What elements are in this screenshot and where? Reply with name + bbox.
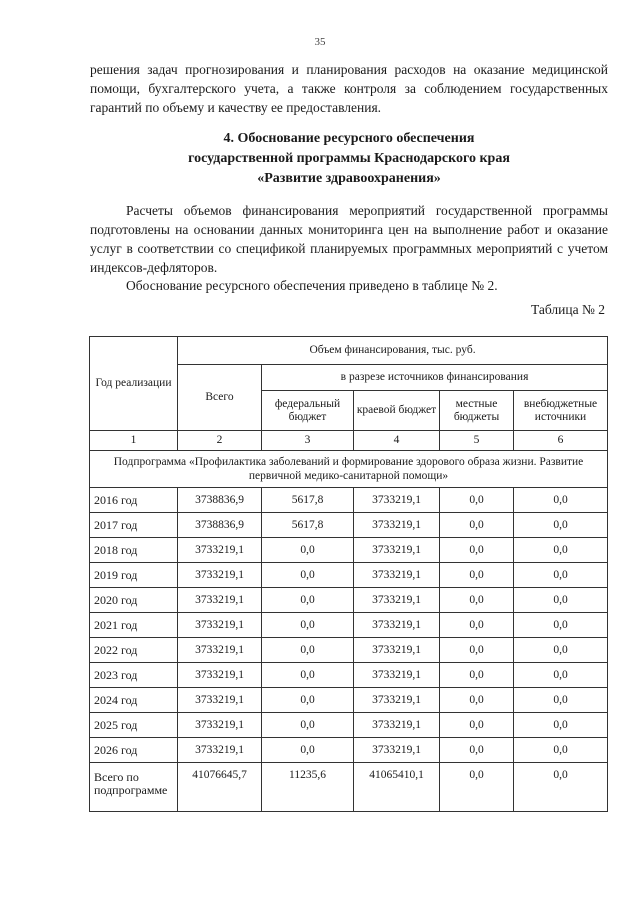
table-row <box>90 638 608 663</box>
table-row <box>90 613 608 638</box>
local-cell: 0,0 <box>440 738 514 763</box>
table-row <box>90 513 608 538</box>
column-number-row <box>90 431 608 451</box>
column-number: 4 <box>354 431 440 451</box>
local-cell: 0,0 <box>440 713 514 738</box>
table-row <box>90 488 608 513</box>
section-heading-line-3: «Развитие здравоохранения» <box>257 171 441 186</box>
regional-cell: 3733219,1 <box>354 713 440 738</box>
extra-cell: 0,0 <box>514 563 608 588</box>
year-cell: 2023 год <box>90 663 178 688</box>
section-heading <box>90 129 608 189</box>
subprogram-title: Подпрограмма «Профилактика заболеваний и формирование здорового образа жизни. Развитие первичной медико-санитарной помощи» <box>90 451 608 488</box>
extra-cell: 0,0 <box>514 713 608 738</box>
regional-cell: 3733219,1 <box>354 513 440 538</box>
total-cell: 3733219,1 <box>178 538 262 563</box>
intro-paragraph: решения задач прогнозирования и планирования расходов на оказание медицинской помощи, бухгалтерского учета, а также контроля за соблюдением государственных гарантий по объему и качеству ее предоставления. <box>90 62 608 115</box>
federal-cell: 5617,8 <box>262 513 354 538</box>
federal-cell: 0,0 <box>262 713 354 738</box>
local-cell: 0,0 <box>440 563 514 588</box>
header-sources: в разрезе источников финансирования <box>262 365 608 391</box>
year-cell: 2022 год <box>90 638 178 663</box>
column-number: 5 <box>440 431 514 451</box>
federal-cell: 0,0 <box>262 688 354 713</box>
extra-cell: 0,0 <box>514 613 608 638</box>
total-cell: 3733219,1 <box>178 688 262 713</box>
total-cell: 3738836,9 <box>178 513 262 538</box>
federal-cell: 0,0 <box>262 638 354 663</box>
column-number: 1 <box>90 431 178 451</box>
total-row-extra: 0,0 <box>514 763 608 812</box>
total-row <box>90 763 608 812</box>
local-cell: 0,0 <box>440 513 514 538</box>
total-cell: 3733219,1 <box>178 663 262 688</box>
header-local: местные бюджеты <box>440 391 514 431</box>
regional-cell: 3733219,1 <box>354 638 440 663</box>
year-cell: 2026 год <box>90 738 178 763</box>
column-number: 2 <box>178 431 262 451</box>
page-number: 35 <box>314 36 326 48</box>
year-cell: 2025 год <box>90 713 178 738</box>
extra-cell: 0,0 <box>514 688 608 713</box>
section-heading-line-2: государственной программы Краснодарского края <box>188 151 510 166</box>
header-total: Всего <box>178 365 262 431</box>
extra-cell: 0,0 <box>514 638 608 663</box>
federal-cell: 0,0 <box>262 588 354 613</box>
local-cell: 0,0 <box>440 488 514 513</box>
table-row <box>90 663 608 688</box>
column-number: 6 <box>514 431 608 451</box>
local-cell: 0,0 <box>440 638 514 663</box>
regional-cell: 3733219,1 <box>354 738 440 763</box>
federal-cell: 0,0 <box>262 738 354 763</box>
extra-cell: 0,0 <box>514 588 608 613</box>
federal-cell: 0,0 <box>262 663 354 688</box>
extra-cell: 0,0 <box>514 538 608 563</box>
header-extrabudget: внебюджетные источники <box>514 391 608 431</box>
header-federal: федеральный бюджет <box>262 391 354 431</box>
financing-table <box>89 336 608 812</box>
table-row <box>90 588 608 613</box>
body-paragraph-1: Расчеты объемов финансирования мероприятий государственной программы подготовлены на основании данных мониторинга цен на выполнение работ и оказание услуг в соответствии со спецификой планируемых программных мероприятий с учетом индексов-дефляторов. <box>90 203 608 275</box>
table-row <box>90 563 608 588</box>
local-cell: 0,0 <box>440 613 514 638</box>
total-row-federal: 11235,6 <box>262 763 354 812</box>
extra-cell: 0,0 <box>514 513 608 538</box>
year-cell: 2019 год <box>90 563 178 588</box>
total-row-total: 41076645,7 <box>178 763 262 812</box>
local-cell: 0,0 <box>440 588 514 613</box>
header-volume: Объем финансирования, тыс. руб. <box>178 337 608 365</box>
regional-cell: 3733219,1 <box>354 563 440 588</box>
table-row <box>90 688 608 713</box>
header-year: Год реализации <box>90 337 178 431</box>
federal-cell: 0,0 <box>262 563 354 588</box>
total-row-label: Всего по подпрограмме <box>90 763 178 812</box>
extra-cell: 0,0 <box>514 663 608 688</box>
total-cell: 3733219,1 <box>178 713 262 738</box>
federal-cell: 0,0 <box>262 613 354 638</box>
table-row <box>90 538 608 563</box>
federal-cell: 5617,8 <box>262 488 354 513</box>
column-number: 3 <box>262 431 354 451</box>
total-row-regional: 41065410,1 <box>354 763 440 812</box>
total-cell: 3733219,1 <box>178 738 262 763</box>
year-cell: 2018 год <box>90 538 178 563</box>
regional-cell: 3733219,1 <box>354 688 440 713</box>
table-row <box>90 738 608 763</box>
year-cell: 2017 год <box>90 513 178 538</box>
extra-cell: 0,0 <box>514 738 608 763</box>
regional-cell: 3733219,1 <box>354 538 440 563</box>
regional-cell: 3733219,1 <box>354 663 440 688</box>
year-cell: 2024 год <box>90 688 178 713</box>
regional-cell: 3733219,1 <box>354 588 440 613</box>
body-paragraph-2: Обоснование ресурсного обеспечения приведено в таблице № 2. <box>126 278 498 293</box>
total-cell: 3733219,1 <box>178 588 262 613</box>
total-cell: 3733219,1 <box>178 613 262 638</box>
year-cell: 2016 год <box>90 488 178 513</box>
table-caption: Таблица № 2 <box>531 302 605 317</box>
extra-cell: 0,0 <box>514 488 608 513</box>
regional-cell: 3733219,1 <box>354 613 440 638</box>
table-row <box>90 713 608 738</box>
total-cell: 3738836,9 <box>178 488 262 513</box>
section-heading-line-1: 4. Обоснование ресурсного обеспечения <box>223 131 475 146</box>
total-row-local: 0,0 <box>440 763 514 812</box>
regional-cell: 3733219,1 <box>354 488 440 513</box>
total-cell: 3733219,1 <box>178 638 262 663</box>
local-cell: 0,0 <box>440 663 514 688</box>
federal-cell: 0,0 <box>262 538 354 563</box>
local-cell: 0,0 <box>440 688 514 713</box>
year-cell: 2020 год <box>90 588 178 613</box>
total-cell: 3733219,1 <box>178 563 262 588</box>
header-regional: краевой бюджет <box>354 391 440 431</box>
year-cell: 2021 год <box>90 613 178 638</box>
local-cell: 0,0 <box>440 538 514 563</box>
